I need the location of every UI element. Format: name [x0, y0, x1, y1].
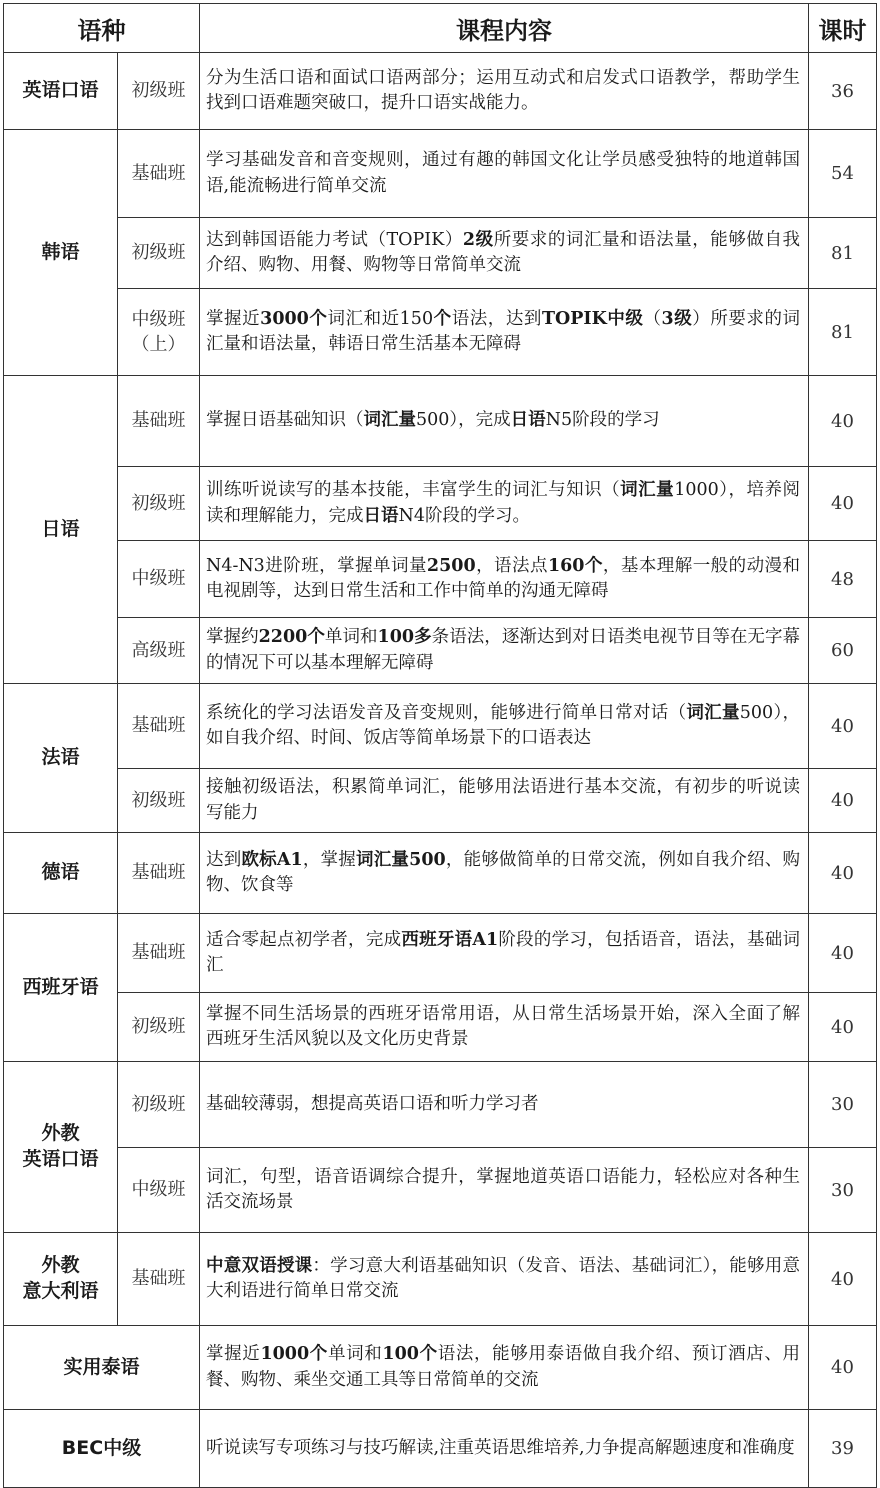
hours-cell: 54	[809, 130, 877, 218]
language-cell	[4, 376, 118, 684]
content-text: 词汇和近150	[327, 308, 434, 329]
content-text: N5阶段的学习	[545, 410, 660, 431]
content-highlight: 个	[433, 308, 452, 329]
content-text: 阶段的学习，包括语音，语法，基础词汇	[206, 929, 801, 975]
content-highlight: 2级	[462, 229, 494, 250]
content-text: 接触初级语法，积累简单词汇，能够用法语进行基本交流，有初步的听说读写能力	[206, 777, 800, 823]
level-label: 初级班	[131, 789, 186, 811]
header-row	[4, 4, 877, 53]
hours-cell: 81	[809, 218, 877, 289]
content-text: 所要求的词汇量和语法量，能够做自我介绍、购物、用餐、购物等日常简单交流	[206, 229, 801, 275]
level-label: 高级班	[131, 639, 186, 661]
level-sublabel: （上）	[131, 334, 186, 355]
language-label: 法语	[41, 746, 80, 769]
content-text: ）所要求的词汇量和语法量，韩语日常生活基本无障碍	[206, 308, 801, 354]
content-text: 掌握日语基础知识（	[206, 410, 364, 431]
hours-cell: 40	[809, 684, 877, 769]
content-text: ，能够做简单的日常交流，例如自我介绍、购物、饮食等	[206, 849, 801, 895]
table-row	[4, 541, 877, 618]
language-sublabel: 意大利语	[22, 1280, 99, 1302]
content-cell	[200, 914, 809, 993]
level-cell	[118, 53, 200, 130]
content-text: 语法，能够用泰语做自我介绍、预订酒店、用餐、购物、乘坐交通工具等日常简单的交流	[206, 1344, 801, 1390]
table-row	[4, 833, 877, 914]
table-row	[4, 684, 877, 769]
level-cell	[118, 684, 200, 769]
level-label: 基础班	[131, 410, 186, 432]
content-highlight: 日语	[510, 410, 546, 431]
level-cell	[118, 467, 200, 541]
content-text: N4阶段的学习。	[398, 505, 530, 526]
content-highlight: TOPIK中级	[541, 308, 644, 329]
hours-cell: 40	[809, 1326, 877, 1410]
content-highlight: 词汇量	[686, 702, 740, 723]
level-cell	[118, 376, 200, 467]
content-cell	[200, 1148, 809, 1233]
language-cell	[4, 1062, 118, 1233]
content-text: 掌握近	[206, 308, 261, 329]
content-cell	[200, 1233, 809, 1326]
content-text: 单词和	[324, 627, 378, 648]
level-label: 中级班	[131, 1179, 186, 1201]
table-row	[4, 467, 877, 541]
level-label: 初级班	[131, 1093, 186, 1115]
level-label: 初级班	[131, 242, 186, 264]
hours-cell: 40	[809, 914, 877, 993]
content-cell	[200, 218, 809, 289]
language-cell	[4, 833, 118, 914]
language-label: 德语	[41, 861, 80, 884]
content-text: 语法，达到	[451, 308, 542, 329]
content-cell	[200, 1062, 809, 1148]
language-label: 实用泰语	[63, 1355, 140, 1378]
level-label: 基础班	[131, 942, 186, 964]
content-text: 系统化的学习法语发音及音变规则，能够进行简单日常对话（	[206, 702, 687, 723]
language-cell	[4, 53, 118, 130]
table-row	[4, 1326, 877, 1410]
content-cell	[200, 833, 809, 914]
content-text: N4-N3进阶班，掌握单词量	[206, 555, 427, 576]
language-cell	[4, 684, 118, 833]
content-text: 基础较薄弱，想提高英语口语和听力学习者	[206, 1093, 539, 1114]
hours-cell: 39	[809, 1410, 877, 1488]
content-text: 学习基础发音和音变规则，通过有趣的韩国文化让学员感受独特的地道韩国语,能流畅进行简单交流	[206, 150, 800, 196]
content-highlight: 词汇量	[363, 410, 416, 431]
content-cell	[200, 289, 809, 376]
table-row	[4, 53, 877, 130]
language-label: 西班牙语	[22, 975, 99, 998]
hours-cell: 40	[809, 993, 877, 1062]
content-highlight: 160个	[547, 555, 603, 576]
table-row	[4, 1062, 877, 1148]
level-cell	[118, 1148, 200, 1233]
content-text: 掌握近	[206, 1344, 261, 1365]
hours-cell: 40	[809, 769, 877, 833]
content-highlight: 中意双语授课	[206, 1255, 313, 1276]
content-cell	[200, 618, 809, 684]
level-label: 基础班	[131, 162, 186, 184]
hours-cell: 30	[809, 1148, 877, 1233]
content-text: 条语法，逐渐达到对日语类电视节目等在无字幕的情况下可以基本理解无障碍	[206, 627, 801, 673]
content-text: 500），如自我介绍、时间、饭店等简单场景下的口语表达	[206, 702, 801, 748]
content-highlight: 2200个	[258, 627, 325, 648]
content-cell	[200, 467, 809, 541]
hours-cell: 40	[809, 376, 877, 467]
content-highlight: 100个	[382, 1344, 438, 1365]
course-table	[3, 3, 877, 1488]
content-text: ，语法点	[475, 555, 548, 576]
level-cell	[118, 130, 200, 218]
language-cell	[4, 914, 118, 1062]
table-row	[4, 618, 877, 684]
level-label: 基础班	[131, 715, 186, 737]
content-text: 分为生活口语和面试口语两部分；运用互动式和启发式口语教学，帮助学生找到口语难题突破口，提升口语实战能力。	[206, 67, 800, 113]
content-highlight: 3级	[661, 308, 693, 329]
table-row	[4, 1410, 877, 1488]
content-text: 达到	[206, 849, 242, 870]
content-highlight: 欧标A1	[241, 849, 303, 870]
content-cell	[200, 1326, 809, 1410]
level-cell	[118, 1233, 200, 1326]
table-row	[4, 130, 877, 218]
content-highlight: 2500	[426, 555, 476, 576]
hours-cell: 60	[809, 618, 877, 684]
content-cell	[200, 684, 809, 769]
header-hours: 课时	[809, 4, 877, 53]
content-text: 单词和	[327, 1344, 383, 1365]
language-cell	[4, 130, 118, 376]
language-sublabel: 英语口语	[22, 1148, 99, 1170]
content-cell	[200, 769, 809, 833]
language-label: 英语口语	[22, 79, 99, 102]
header-content: 课程内容	[200, 4, 809, 53]
level-cell	[118, 1062, 200, 1148]
language-cell	[4, 1233, 118, 1326]
content-text: 达到韩国语能力考试（TOPIK）	[206, 229, 463, 250]
content-highlight: 日语	[363, 505, 399, 526]
language-label: 日语	[41, 517, 80, 540]
table-row	[4, 769, 877, 833]
content-text: 词汇，句型，语音语调综合提升，掌握地道英语口语能力，轻松应对各种生活交流场景	[206, 1166, 800, 1212]
level-cell	[118, 914, 200, 993]
level-label: 初级班	[131, 492, 186, 514]
hours-cell: 40	[809, 833, 877, 914]
content-highlight: 3000个	[260, 308, 328, 329]
level-label: 中级班	[131, 308, 186, 330]
header-language: 语种	[4, 4, 200, 53]
content-highlight: 词汇量500	[356, 849, 446, 870]
level-label: 中级班	[131, 568, 186, 590]
language-cell	[4, 1326, 200, 1410]
table-row	[4, 218, 877, 289]
content-highlight: 100多	[377, 627, 432, 648]
level-cell	[118, 618, 200, 684]
content-text: ，掌握	[302, 849, 356, 870]
content-text: 1000），培养阅读和理解能力，完成	[206, 480, 801, 526]
content-text: ：学习意大利语基础知识（发音、语法、基础词汇），能够用意大利语进行简单日常交流	[206, 1255, 801, 1301]
content-text: 掌握约	[206, 627, 259, 648]
content-cell	[200, 53, 809, 130]
language-label: 外教	[41, 1122, 80, 1145]
level-label: 基础班	[131, 1268, 186, 1290]
table-row	[4, 376, 877, 467]
content-text: （	[643, 308, 662, 329]
language-label: 韩语	[41, 240, 80, 263]
content-cell	[200, 993, 809, 1062]
content-cell	[200, 130, 809, 218]
hours-cell: 40	[809, 467, 877, 541]
content-text: 适合零起点初学者，完成	[206, 929, 402, 950]
table-row	[4, 289, 877, 376]
language-label: 外教	[41, 1254, 80, 1277]
content-text: 500），完成	[416, 410, 511, 431]
hours-cell: 30	[809, 1062, 877, 1148]
level-cell	[118, 289, 200, 376]
content-highlight: 词汇量	[620, 480, 675, 501]
table-row	[4, 1233, 877, 1326]
content-text: ，基本理解一般的动漫和电视剧等，达到日常生活和工作中简单的沟通无障碍	[206, 555, 801, 601]
language-cell	[4, 1410, 200, 1488]
language-label: BEC中级	[61, 1436, 142, 1459]
level-label: 初级班	[131, 1016, 186, 1038]
table-row	[4, 993, 877, 1062]
content-cell	[200, 541, 809, 618]
level-cell	[118, 769, 200, 833]
level-label: 基础班	[131, 862, 186, 884]
content-cell	[200, 376, 809, 467]
table-row	[4, 1148, 877, 1233]
level-cell	[118, 218, 200, 289]
content-text: 训练听说读写的基本技能，丰富学生的词汇与知识（	[206, 480, 621, 501]
level-label: 初级班	[131, 80, 186, 102]
hours-cell: 81	[809, 289, 877, 376]
content-highlight: 1000个	[260, 1344, 328, 1365]
level-cell	[118, 833, 200, 914]
content-text: 掌握不同生活场景的西班牙语常用语，从日常生活场景开始，深入全面了解西班牙生活风貌以及文化历史背景	[206, 1003, 800, 1049]
level-cell	[118, 541, 200, 618]
hours-cell: 36	[809, 53, 877, 130]
table-row	[4, 914, 877, 993]
hours-cell: 48	[809, 541, 877, 618]
content-cell	[200, 1410, 809, 1488]
level-cell	[118, 993, 200, 1062]
hours-cell: 40	[809, 1233, 877, 1326]
content-highlight: 西班牙语A1	[401, 929, 499, 950]
content-text: 听说读写专项练习与技巧解读,注重英语思维培养,力争提高解题速度和准确度	[206, 1437, 795, 1458]
